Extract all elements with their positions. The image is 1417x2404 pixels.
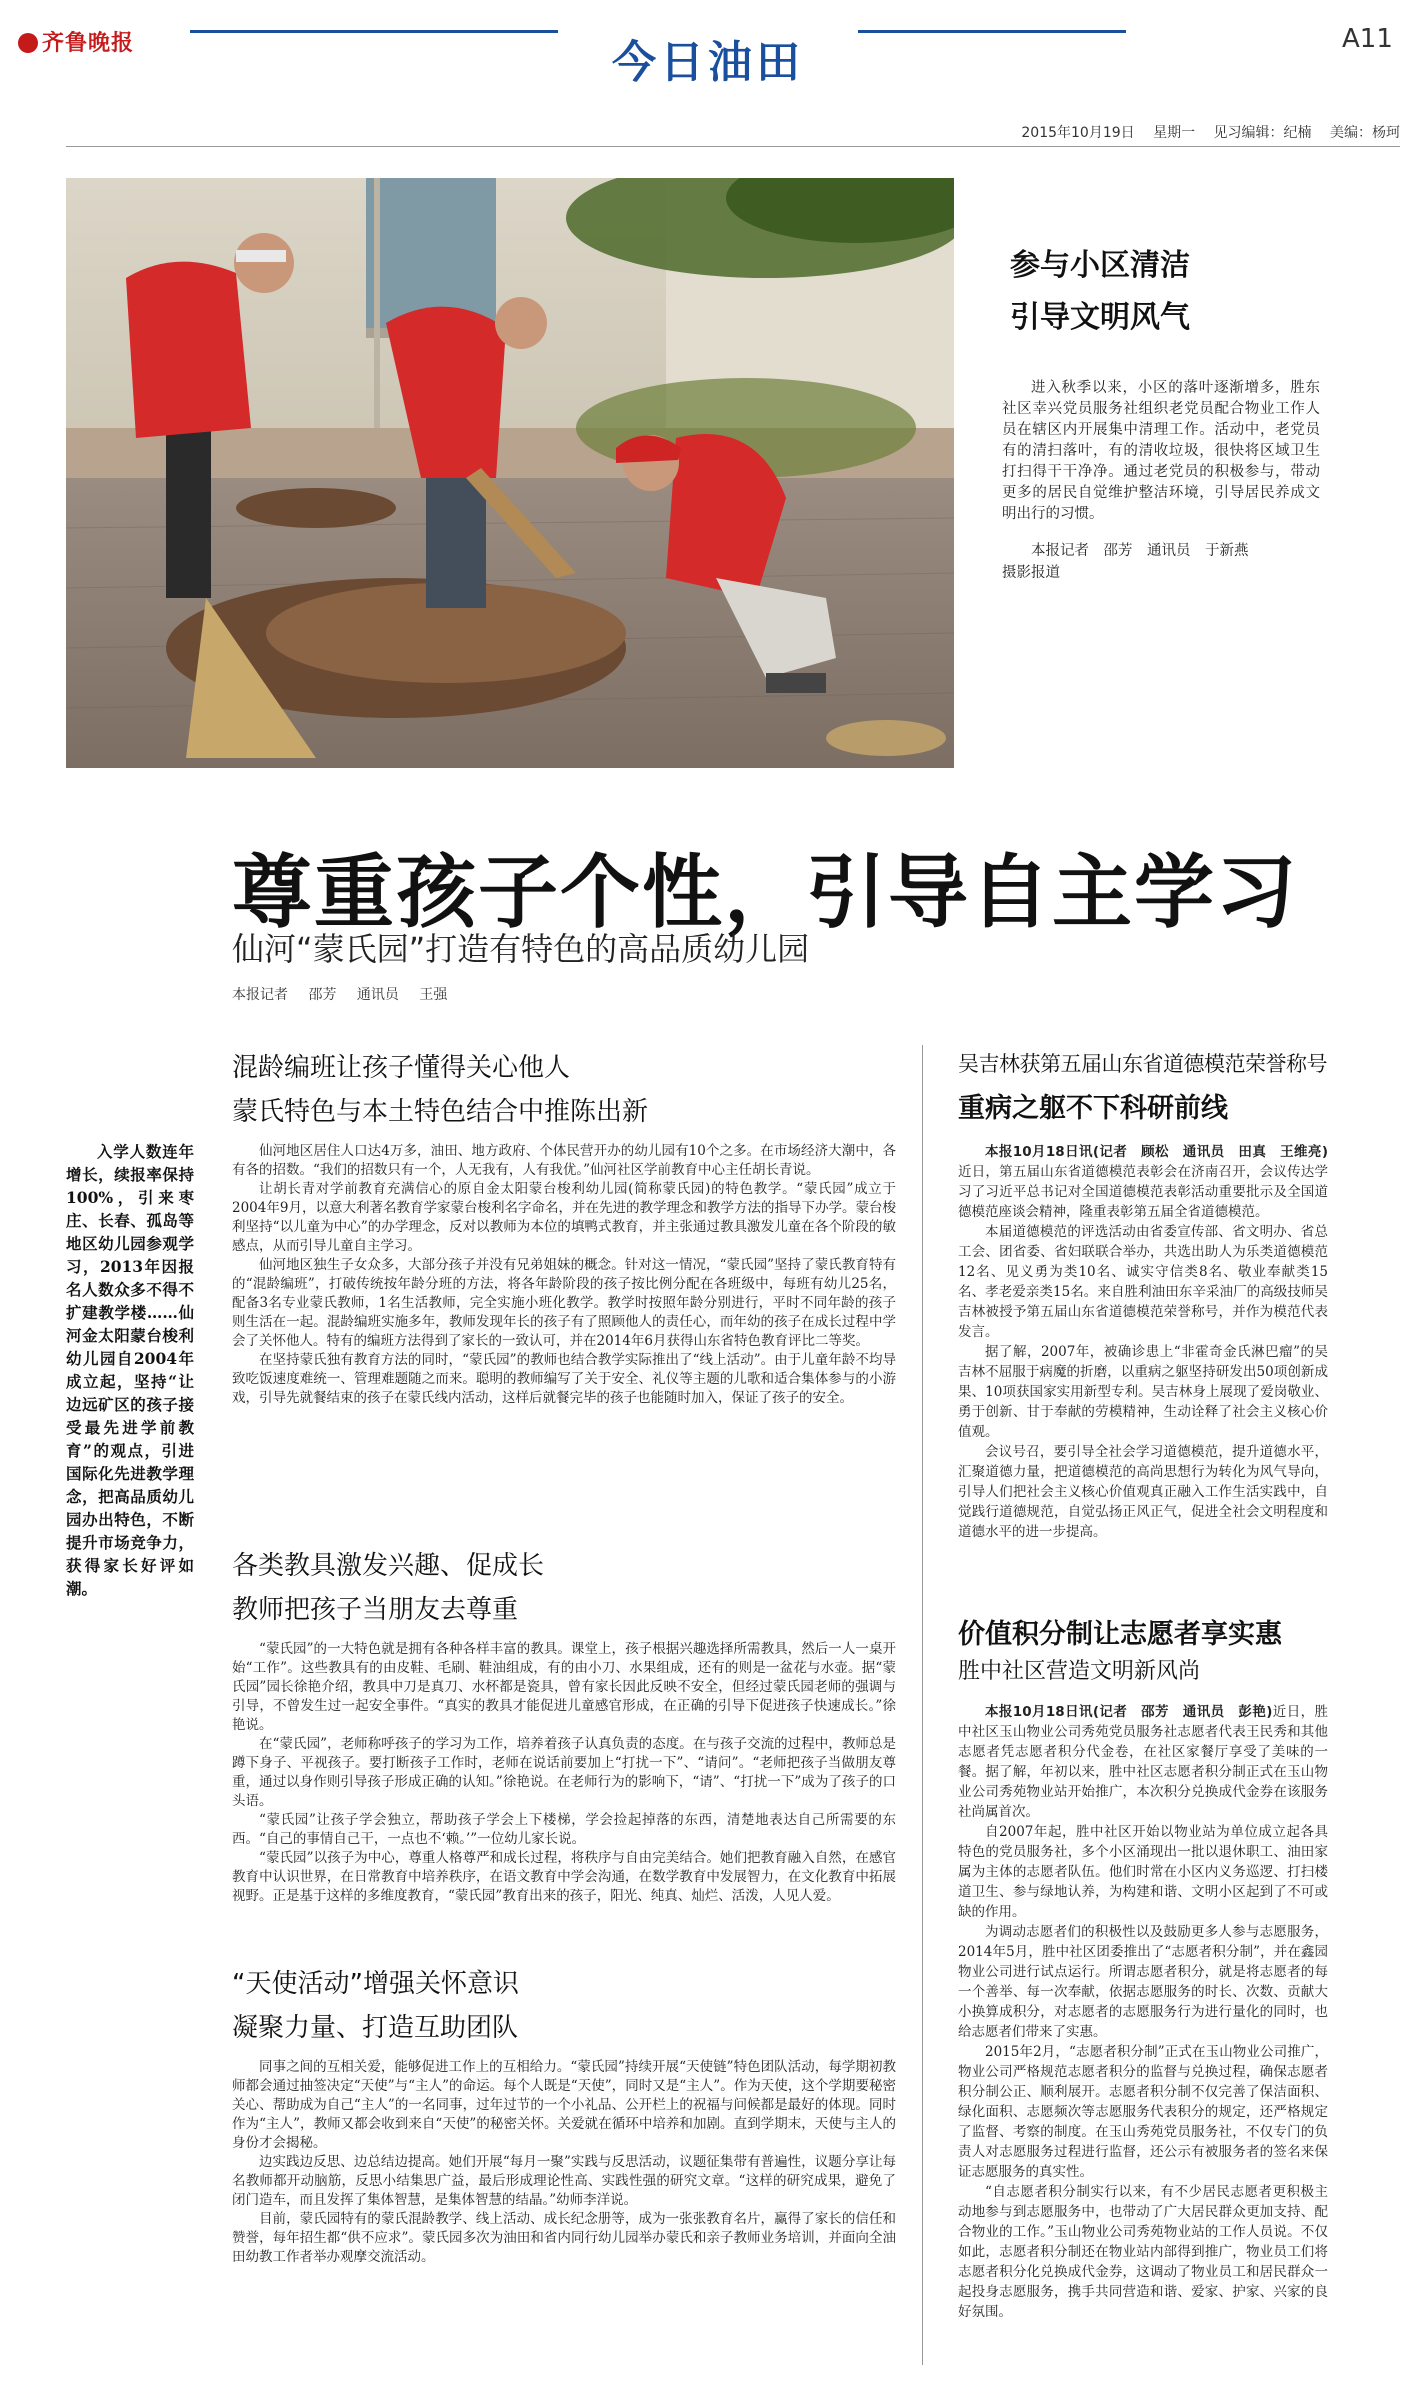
main-byline — [232, 984, 463, 1004]
paragraph: 让胡长青对学前教育充满信心的原自金太阳蒙台梭利幼儿园(简称蒙氏园)的特色教学。“蒙氏园”成立于2004年9月，以意大利著名教育学家蒙台梭利名字命名，并在先进的教学理念和教学方法的指导下办学。蒙台梭利坚持“以儿童为中心”的办学理念，反对以教师为本位的填鸭式教育，并主张通过教具激发儿童在各个阶段的敏感点，从而引导儿童自主学习。 — [232, 1181, 896, 1254]
paragraph: 本届道德模范的评选活动由省委宣传部、省文明办、省总工会、团省委、省妇联联合举办，共选出助人为乐类道德模范12名、见义勇为类10名、诚实守信类8名、敬业奉献类15名、孝老爱亲类15名。来自胜利油田东辛采油厂的高级技师吴吉林被授予第五届山东省道德模范荣誉称号，并作为模范代表发言。 — [958, 1224, 1328, 1340]
section1-heading-line2: 蒙氏特色与本土特色结合中推陈出新 — [232, 1097, 649, 1127]
story2-title: 重病之躯不下科研前线 — [958, 1093, 1228, 1124]
section2-heading-line1: 各类教具激发兴趣、促成长 — [232, 1551, 545, 1581]
paragraph: 仙河地区居住人口达4万多，油田、地方政府、个体民营开办的幼儿园有10个之多。在市场经济大潮中，各有各的招数。“我们的招数只有一个，人无我有，人有我优。”仙河社区学前教育中心主任胡长青说。 — [232, 1143, 896, 1178]
story3-p1: 近日，胜中社区玉山物业公司秀苑党员服务社志愿者代表王民秀和其他志愿者凭志愿者积分代金卷，在社区家餐厅享受了美味的一餐。据了解，年初以来，胜中社区志愿者积分制正式在玉山物业公司秀苑物业站开始推广，本次积分兑换成代金券在该服务社尚属首次。 — [958, 1704, 1329, 1820]
byline-correspondent-name: 王强 — [419, 987, 448, 1003]
photo-byline-line1: 本报记者 邵芳 通讯员 于新燕 — [1031, 543, 1249, 559]
section3-body — [232, 2058, 896, 2267]
paragraph: 据了解，2007年，被确诊患上“非霍奇金氏淋巴瘤”的吴吉林不屈服于病魔的折磨，以重病之躯坚持研发出50项创新成果、10项获国家实用新型专利。吴吉林身上展现了爱岗敬业、勇于创新、甘于奉献的劳模精神，生动诠释了社会主义核心价值观。 — [958, 1344, 1328, 1440]
header-divider — [66, 146, 1400, 147]
section2-heading — [232, 1544, 896, 1632]
issue-editor: 见习编辑：纪楠 — [1213, 125, 1312, 141]
section-rule-left — [190, 30, 558, 33]
main-headline: 尊重孩子个性，引导自主学习 — [232, 846, 1298, 939]
byline-role-reporter: 本报记者 — [232, 987, 288, 1003]
paragraph: “蒙氏园”让孩子学会独立，帮助孩子学会上下楼梯，学会捡起掉落的东西，清楚地表达自己所需要的东西。“自己的事情自己干，一点也不‘赖。’”一位幼儿家长说。 — [232, 1812, 896, 1847]
paragraph — [958, 1702, 1328, 1822]
issue-designer: 美编：杨珂 — [1330, 125, 1400, 141]
news-photo — [66, 178, 954, 768]
main-subhead: 仙河“蒙氏园”打造有特色的高品质幼儿园 — [232, 930, 810, 968]
story3-subtitle: 胜中社区营造文明新风尚 — [958, 1659, 1201, 1684]
logo-text: 齐鲁晚报 — [42, 30, 135, 56]
paragraph: 会议号召，要引导全社会学习道德模范，提升道德水平，汇聚道德力量，把道德模范的高尚思想行为转化为风气导向，引导人们把社会主义核心价值观真正融入工作生活实践中，自觉践行道德规范，自觉弘扬正风正气，促进全社会文明程度和道德水平的进一步提高。 — [958, 1444, 1328, 1540]
paragraph: 目前，蒙氏园特有的蒙氏混龄教学、线上活动、成长纪念册等，成为一张张教育名片，赢得了家长的信任和赞誉，每年招生都“供不应求”。蒙氏园多次为油田和省内同行幼儿园举办蒙氏和亲子教师业务培训，并面向全油田幼教工作者举办观摩交流活动。 — [232, 2211, 896, 2265]
section2-body — [232, 1640, 896, 1906]
section3-heading-line2: 凝聚力量、打造互助团队 — [232, 2013, 519, 2043]
photo-title-line2: 引导文明风气 — [1010, 300, 1190, 335]
paragraph: 在坚持蒙氏独有教育方法的同时，“蒙氏园”的教师也结合教学实际推出了“线上活动”。由于儿童年龄不均导致吃饭速度难统一、管理难题随之而来。聪明的教师编写了关于安全、礼仪等主题的儿歌和适合集体参与的小游戏，引导先就餐结束的孩子在蒙氏线内活动，这样后就餐完毕的孩子也能随时加入，保证了孩子的安全。 — [232, 1352, 896, 1406]
paragraph: 在“蒙氏园”，老师称呼孩子的学习为工作，培养着孩子认真负责的态度。在与孩子交流的过程中，教师总是蹲下身子、平视孩子。要打断孩子工作时，老师在说话前要加上“打扰一下”、“请问”。“老师把孩子当做朋友尊重，通过以身作则引导孩子形成正确的认知。”徐艳说。在老师行为的影响下，“请”、“打扰一下”成为了孩子的口头语。 — [232, 1736, 896, 1809]
paragraph: 同事之间的互相关爱，能够促进工作上的互相给力。“蒙氏园”持续开展“天使链”特色团队活动，每学期初教师都会通过抽签决定“天使”与“主人”的命运。每个人既是“天使”，同时又是“主人”。作为天使，这个学期要秘密关心、帮助成为自己“主人”的一名同事，过年过节的一个小礼品、公开栏上的祝福与问候都是最好的体现。同时作为“主人”，教师又都会收到来自“天使”的秘密关怀。关爱就在循环中培养和加剧。直到学期末，天使与主人的身份才会揭秘。 — [232, 2059, 896, 2151]
paragraph: 自2007年起，胜中社区开始以物业站为单位成立起各具特色的党员服务社，多个小区涌现出一批以退休职工、油田家属为主体的志愿者队伍。他们时常在小区内义务巡逻、打扫楼道卫生、参与绿地认养，为构建和谐、文明小区起到了不可或缺的作用。 — [958, 1824, 1328, 1920]
section-title: 今日油田 — [612, 37, 804, 88]
paragraph: 边实践边反思、边总结边提高。她们开展“每月一聚”实践与反思活动，议题征集带有普遍性，议题分享让每名教师都开动脑筋，反思小结集思广益，最后形成理论性高、实践性强的研究文章。“这样的研究成果，避免了闭门造车，而且发挥了集体智慧，是集体智慧的结晶。”幼师李洋说。 — [232, 2154, 896, 2208]
paragraph — [958, 1142, 1328, 1222]
paragraph: 2015年2月，“志愿者积分制”正式在玉山物业公司推广，物业公司严格规范志愿者积分的监督与兑换过程，确保志愿者积分制公正、顺利展开。志愿者积分制不仅完善了保洁面积、绿化面积、志愿频次等志愿服务代表积分的规定，还严格规定了监督、考察的制度。在玉山秀苑党员服务社，不仅专门的负责人对志愿服务过程进行监督，还公示有被服务者的签名来保证志愿服务的真实性。 — [958, 2044, 1328, 2180]
photo-story-byline — [1002, 540, 1332, 584]
story3-body — [958, 1702, 1328, 2322]
issue-meta — [900, 122, 1400, 142]
paragraph: 为调动志愿者们的积极性以及鼓励更多人参与志愿服务，2014年5月，胜中社区团委推出了“志愿者积分制”，并在鑫园物业公司进行试点运行。所谓志愿者积分，就是将志愿者的每一个善举、每一次奉献，依据志愿服务的时长、次数、贡献大小换算成积分，对志愿者的志愿服务行为进行量化的同时，也给志愿者们带来了实惠。 — [958, 1924, 1328, 2040]
section3-heading — [232, 1962, 896, 2050]
section2-heading-line2: 教师把孩子当朋友去尊重 — [232, 1595, 519, 1625]
photo-byline-line2: 摄影报道 — [1002, 565, 1060, 581]
story2-p1: 近日，第五届山东省道德模范表彰会在济南召开，会议传达学习了习近平总书记对全国道德模范表彰活动重要批示及全国道德模范座谈会精神，隆重表彰第五届全省道德模范。 — [958, 1164, 1328, 1220]
photo-story-title — [1010, 240, 1190, 344]
issue-date: 2015年10月19日 — [1021, 125, 1135, 141]
byline-role-correspondent: 通讯员 — [356, 987, 399, 1003]
paragraph: 仙河地区独生子女众多，大部分孩子并没有兄弟姐妹的概念。针对这一情况，“蒙氏园”坚持了蒙氏教育特有的“混龄编班”，打破传统按年龄分班的方法，将各年龄阶段的孩子按比例分配在各班级中，每班有幼儿25名，配备3名专业蒙氏教师，1名生活教师，完全实施小班化教学。教学时按照年龄分别进行，平时不同年龄的孩子则生活在一起。混龄编班实施多年，教师发现年长的孩子有了照顾他人的责任心，而年幼的孩子在成长过程中学会了关怀他人。特有的编班方法得到了家长的一致认可，并在2014年6月获得山东省特色教育评比二等奖。 — [232, 1257, 896, 1349]
story3-title: 价值积分制让志愿者享实惠 — [958, 1619, 1282, 1650]
column-divider — [922, 1045, 923, 2365]
paragraph: “蒙氏园”以孩子为中心，尊重人格尊严和成长过程，将秩序与自由完美结合。她们把教育融入自然，在感官教育中认识世界，在日常教育中培养秩序，在语文教育中学会沟通，在数学教育中发展智力，在文化教育中拓展视野。正是基于这样的多维度教育，“蒙氏园”教育出来的孩子，阳光、纯真、灿烂、活泼，人见人爱。 — [232, 1850, 896, 1904]
newspaper-logo — [18, 26, 134, 57]
lead-paragraph: 入学人数连年增长，续报率保持100%，引来枣庄、长春、孤岛等地区幼儿园参观学习，2013年因报名人数众多不得不扩建教学楼……仙河金太阳蒙台梭利幼儿园自2004年成立起，坚持“让边远矿区的孩子接受最先进学前教育”的观点，引进国际化先进教学理念，把高品质幼儿园办出特色，不断提升市场竞争力，获得家长好评如潮。 — [66, 1142, 194, 1598]
paragraph: “蒙氏园”的一大特色就是拥有各种各样丰富的教具。课堂上，孩子根据兴趣选择所需教具，然后一人一桌开始“工作”。这些教具有的由皮鞋、毛刷、鞋油组成，有的由小刀、水果组成，还有的则是一盆花与水壶。据“蒙氏园”园长徐艳介绍，教具中刀是真刀、水杯都是瓷具，曾有家长因此反映不安全，但经过蒙氏园老师的强调与引导，不曾发生过一起安全事件。“真实的教具才能促进儿童感官形成，在正确的引导下促进孩子快速成长。”徐艳说。 — [232, 1641, 896, 1733]
logo-emblem-icon — [18, 33, 38, 53]
story2-dateline: 本报10月18日讯(记者 顾松 通讯员 田真 王维亮) — [985, 1144, 1328, 1160]
paragraph: “自志愿者积分制实行以来，有不少居民志愿者更积极主动地参与到志愿服务中，也带动了广大居民群众更加支持、配合物业的工作。”玉山物业公司秀苑物业站的工作人员说。不仅如此，志愿者积分制还在物业站内部得到推广，物业员工们将志愿者积分化兑换成代金券，这调动了物业员工和居民群众一起投身志愿服务，携手共同营造和谐、爱家、护家、兴家的良好氛围。 — [958, 2184, 1328, 2320]
photo-title-line1: 参与小区清洁 — [1010, 248, 1190, 283]
section1-heading-line1: 混龄编班让孩子懂得关心他人 — [232, 1053, 571, 1083]
section1-heading — [232, 1046, 896, 1134]
section3-heading-line1: “天使活动”增强关怀意识 — [232, 1969, 519, 1999]
story2-kicker: 吴吉林获第五届山东省道德模范荣誉称号 — [958, 1052, 1327, 1076]
section-rule-right — [858, 30, 1126, 33]
page-number: A11 — [1342, 24, 1393, 54]
issue-weekday: 星期一 — [1153, 125, 1196, 141]
byline-reporter-name: 邵芳 — [308, 987, 337, 1003]
story3-dateline: 本报10月18日讯(记者 邵芳 通讯员 彭艳) — [985, 1704, 1273, 1720]
photo-story-body: 进入秋季以来，小区的落叶逐渐增多，胜东社区幸兴党员服务社组织老党员配合物业工作人员在辖区内开展集中清理工作。活动中，老党员有的清扫落叶，有的清收垃圾，很快将区域卫生打扫得干干净净。通过老党员的积极参与，带动更多的居民自觉维护整洁环境，引导居民养成文明出行的习惯。 — [1002, 380, 1320, 522]
section1-body — [232, 1142, 896, 1408]
story2-body — [958, 1142, 1328, 1542]
